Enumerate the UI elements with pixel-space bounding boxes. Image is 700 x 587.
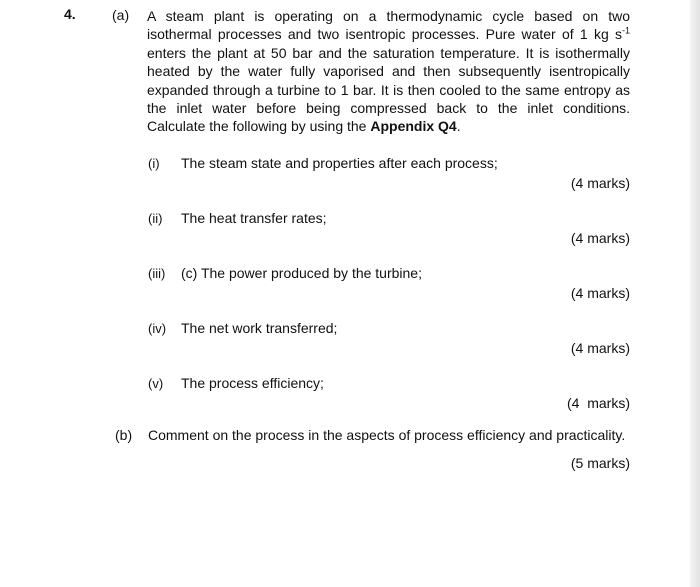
item-ii-text: The heat transfer rates; [181,210,327,226]
item-iii-marks: (4 marks) [570,285,630,301]
part-a-paragraph [147,7,630,136]
part-a-text: A steam plant is operating on a thermodynamic cycle based on two isothermal processes and two isentropic processes. Pure water of 1 kg s [147,8,630,43]
part-a-label: (a) [112,7,130,23]
item-iv-text: The net work transferred; [181,320,338,336]
part-b-text: Comment on the process in the aspects of process efficiency and practicality. [148,427,626,443]
part-a-text-cont: enters the plant at 50 bar and the saturation temperature. It is isothermally heated by the water fully vaporised and then subsequently isentropically expanded through a turbine to 1 bar. It is then cooled to the same entropy as the inlet water before being compressed back to the inlet conditions. Calculate the following by using the [147,44,630,135]
item-ii-marks: (4 marks) [570,230,630,246]
part-a-end: . [456,118,461,135]
question-number: 4. [64,6,76,22]
part-b-marks: (5 marks) [570,455,630,471]
item-v-marks: (4 marks) [567,395,630,411]
item-ii-numeral: (ii) [148,211,163,226]
unit-exponent: -1 [621,25,630,36]
item-v-numeral: (v) [148,376,164,391]
item-i-marks: (4 marks) [570,175,630,191]
page-edge-shadow [690,0,700,587]
item-v-text: The process efficiency; [181,375,324,391]
item-iv-marks: (4 marks) [570,340,630,356]
appendix-reference: Appendix Q4 [370,118,457,135]
item-iii-numeral: (iii) [148,266,166,281]
item-i-numeral: (i) [148,156,160,171]
item-iii-text: (c) The power produced by the turbine; [181,265,422,281]
part-b-label: (b) [115,427,133,443]
item-iv-numeral: (iv) [148,321,167,336]
item-i-text: The steam state and properties after each process; [181,155,498,171]
